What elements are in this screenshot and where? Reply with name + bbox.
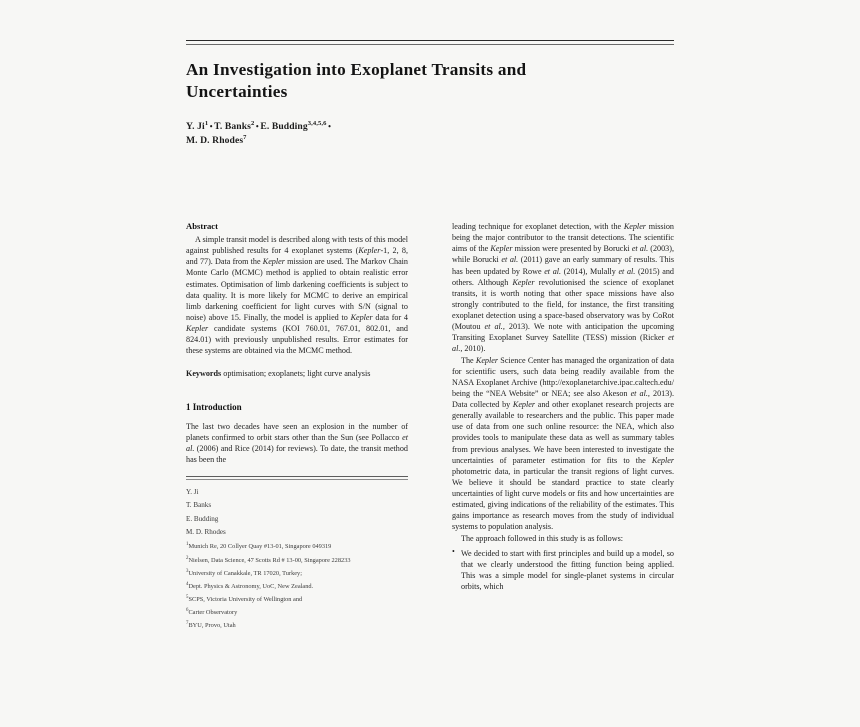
- approach-bullet-list: [452, 548, 674, 593]
- author-affiliation-marker-2: 2: [251, 119, 255, 127]
- column-right: [452, 221, 674, 592]
- affiliation-marker: 7: [186, 621, 189, 627]
- footnote-name: T. Banks: [186, 501, 212, 510]
- column-left: [186, 221, 408, 633]
- affiliation-item: [186, 567, 408, 580]
- footnote-name: E. Budding: [186, 514, 219, 523]
- keywords-text: optimisation; exoplanets; light curve analysis: [223, 369, 371, 379]
- author-affiliation-marker-3: 3,4,5,6: [307, 119, 327, 127]
- author-separator-1: •: [209, 122, 213, 132]
- affiliation-marker: 4: [186, 581, 189, 587]
- introduction-paragraph-1-continued: leading technique for exoplanet detection, with the Kepler mission being the major contributor to the transit detections. The scientific aims of the Kepler mission were presented by Borucki et al. (2003), while Borucki et al. (2011) gave an early summary of results. This has been updated by Rowe et al. (2014), Mulally et al. (2015) and others. Although Kepler revolutionised the science of exoplanet transits, it is worth noting that other space missions have also strongly contributed to the field, for instance, the first transiting exoplanet detection using a space-based observatory was by CoRot (Moutou et al., 2013). We note with anticipation the upcoming Transiting Exoplanet Survey Satellite (TESS) mission (Ricker et al., 2010).: [452, 222, 675, 354]
- affiliation-item: [186, 606, 408, 619]
- author-separator-3: •: [328, 122, 331, 132]
- affiliation-marker: 2: [186, 555, 189, 561]
- header-rule: [186, 40, 674, 45]
- affiliation-text: Carter Observatory: [188, 609, 238, 617]
- affiliation-item: [186, 593, 408, 606]
- author-separator-2: •: [255, 122, 259, 132]
- affiliation-text: SCPS, Victoria University of Wellington and: [188, 596, 303, 604]
- paper-body: [186, 221, 674, 691]
- author-name-1: Y. Ji: [186, 121, 205, 133]
- paper-header: [186, 40, 674, 148]
- affiliation-text: University of Canakkale, TR 17020, Turkey;: [188, 569, 302, 577]
- author-name-4: M. D. Rhodes: [186, 134, 244, 146]
- introduction-heading: 1 Introduction: [186, 401, 242, 412]
- keywords-block: [186, 368, 408, 379]
- affiliation-text: BYU, Provo, Utah: [188, 622, 236, 630]
- page-title: An Investigation into Exoplanet Transits and Uncertainties: [186, 60, 527, 102]
- author-list: [186, 120, 674, 148]
- footnote-name: M. D. Rhodes: [186, 527, 226, 536]
- introduction-paragraph-2: The Kepler Science Center has managed the organization of data for scientific users, such data being readily available from the NASA Exoplanet Archive (http://exoplanetarchive.ipac.caltech.edu/ being the “NEA Website” or NEA; see also Akeson et al., 2013). Data collected by Kepler and other exoplanet research projects are generally available to researchers and the public. This paper made use of data from one such online resource: the NEA, which also provides tools to manipulate these data as well as summary tables from previous analyses. We have been interested to investigate the uncertainties of parameter estimation for fits to the Kepler photometric data, in particular the transit regions of light curves. We believe it should be standard practice to state clearly uncertainties of light curve models or fits and how uncertainties are estimated, giving indications of the reliability of the estimates. This gains importance as research moves from the study of individual systems to population analysis.: [452, 355, 674, 532]
- footnote-author-names: [186, 486, 408, 539]
- list-item: • We decided to start with first principles and build up a model, so that we clearly understood the fitting function being applied. This was a simple model for single-planet systems in circular orbits, which: [452, 548, 674, 593]
- affiliation-item: [186, 540, 408, 553]
- footnote-name: Y. Ji: [186, 488, 199, 496]
- introduction-paragraph-1: The last two decades have seen an explosion in the number of planets confirmed to orbit stars other than the Sun (see Pollacco et al. (2006) and Rice (2014) for reviews). To date, the transit method has been the: [186, 421, 408, 464]
- footnote-rule: [186, 476, 408, 480]
- affiliation-text: Nielsen, Data Science, 47 Scotts Rd # 13-00, Singapore 228233: [188, 556, 351, 564]
- abstract-heading: Abstract: [186, 221, 218, 231]
- author-name-3: E. Budding: [260, 121, 308, 133]
- affiliation-marker: 3: [186, 568, 189, 574]
- keywords-label: Keywords: [186, 369, 222, 379]
- author-name-2: T. Banks: [214, 121, 252, 133]
- author-affiliation-marker-1: 1: [204, 119, 209, 127]
- author-affiliation-marker-4: 7: [243, 133, 247, 141]
- affiliation-item: [186, 554, 408, 567]
- abstract-text: A simple transit model is described along with tests of this model against published results for 4 exoplanet systems (Kepler-1, 2, 8, and 77). Data from the Kepler mission are used. The Markov Chain Monte Carlo (MCMC) method is applied to obtain realistic error estimates. Optimisation of limb darkening coefficients is subject to data quality. It is more likely for MCMC to derive an empirical limb darkening coefficient for light curves with S/N (signal to noise) above 15. Finally, the model is applied to Kepler data for 4 Kepler candidate systems (KOI 760.01, 767.01, 802.01, and 824.01) with previously unpublished results. Error estimates for these systems are obtained via the MCMC method.: [186, 235, 408, 356]
- affiliation-item: [186, 580, 408, 593]
- introduction-paragraph-3: The approach followed in this study is as follows:: [461, 533, 624, 543]
- affiliation-text: Munich Re, 20 Collyer Quay #13-01, Singapore 049319: [188, 543, 332, 551]
- affiliation-marker: 1: [186, 542, 189, 548]
- footnote-affiliations: [186, 540, 408, 632]
- affiliation-item: [186, 619, 408, 632]
- affiliation-marker: 6: [186, 608, 189, 614]
- affiliation-marker: 5: [186, 594, 189, 600]
- affiliation-text: Dept. Physics & Astronomy, UoC, New Zealand.: [188, 582, 314, 590]
